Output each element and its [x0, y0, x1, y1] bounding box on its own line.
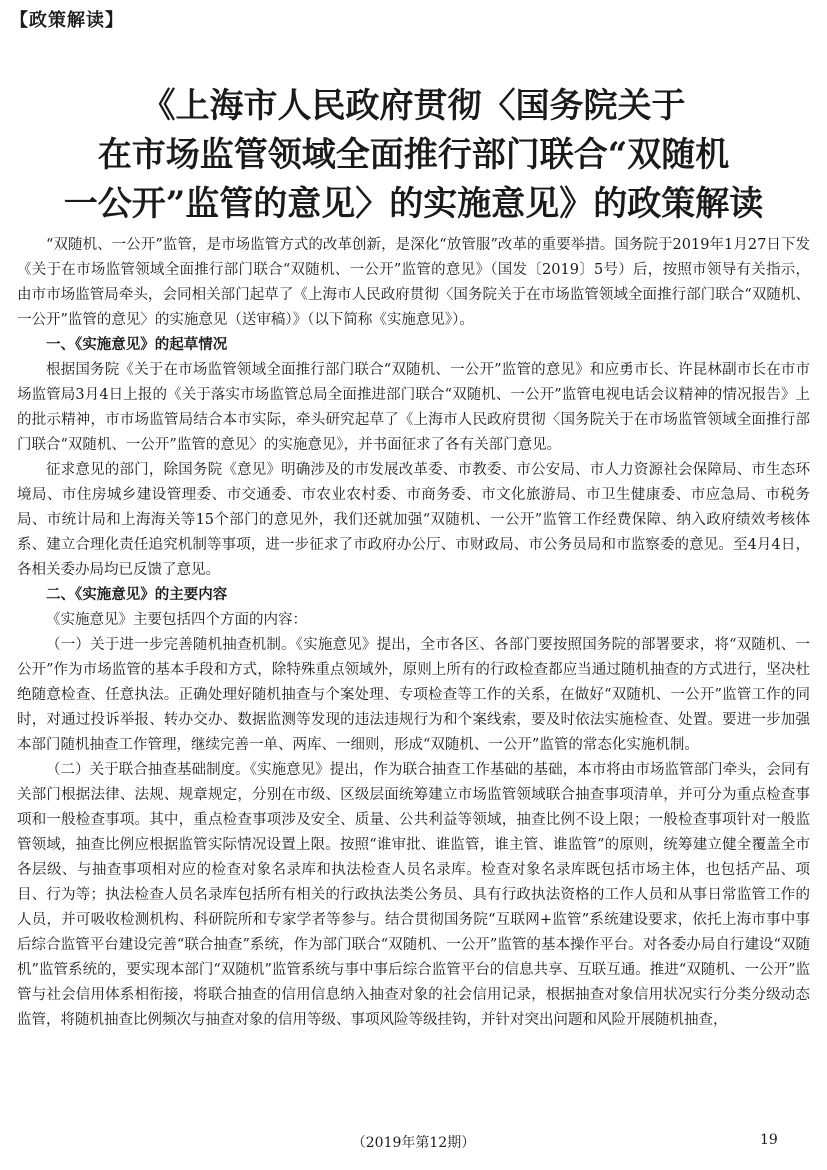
- title-line: 一公开”监管的意见〉的实施意见》的政策解读: [63, 184, 764, 224]
- article-title: [30, 82, 797, 229]
- intro-paragraph: “双随机、一公开”监管，是市场监管方式的改革创新，是深化“放管服”改革的重要举措。国务院于2019年1月27日下发《关于在市场监管领域全面推行部门联合“双随机、一公开”监管的意见》（国发〔2019〕5号）后，按照市领导有关指示，由市市场监管局牵头，会同相关部门起草了《上海市人民政府贯彻〈国务院关于在市场监管领域全面推行部门联合“双随机、一公开”监管的意见〉的实施意见（送审稿）》（以下简称《实施意见》）。: [17, 237, 810, 328]
- section-heading-2: 二、《实施意见》的主要内容: [46, 587, 228, 603]
- title-line: 《上海市人民政府贯彻〈国务院关于: [141, 86, 686, 126]
- paragraph: （一）关于进一步完善随机抽查机制。《实施意见》提出，全市各区、各部门要按照国务院的部署要求，将“双随机、一公开”作为市场监管的基本手段和方式，除特殊重点领域外，原则上所有的行政检查都应当通过随机抽查的方式进行，坚决杜绝随意检查、任意执法。正确处理好随机抽查与个案处理、专项检查等工作的关系，在做好“双随机、一公开”监管工作的同时，对通过投诉举报、转办交办、数据监测等发现的违法违规行为和个案线索，要及时依法实施检查、处置。要进一步加强本部门随机抽查工作管理，继续完善一单、两库、一细则，形成“双随机、一公开”监管的常态化实施机制。: [17, 637, 810, 753]
- paragraph: （二）关于联合抽查基础制度。《实施意见》提出，作为联合抽查工作基础的基础，本市将由市场监管部门牵头，会同有关部门根据法律、法规、规章规定，分别在市级、区级层面统筹建立市场监管领域联合抽查事项清单，并可分为重点检查事项和一般检查事项。其中，重点检查事项涉及安全、质量、公共利益等领域，抽查比例不设上限；一般检查事项针对一般监管领域，抽查比例应根据监管实际情况设置上限。按照“谁审批、谁监管，谁主管、谁监管”的原则，统筹建立健全覆盖全市各层级、与抽查事项相对应的检查对象名录库和执法检查人员名录库。检查对象名录库既包括市场主体，也包括产品、项目、行为等；执法检查人员名录库包括所有相关的行政执法类公务员、具有行政执法资格的工作人员和从事日常监管工作的人员，并可吸收检测机构、科研院所和专家学者等参与。结合贯彻国务院“互联网+监管”系统建设要求，依托上海市事中事后综合监管平台建设完善“联合抽查”系统，作为部门联合“双随机、一公开”监管的基本操作平台。对各委办局自行建设“双随机”监管系统的，要实现本部门“双随机”监管系统与事中事后综合监管平台的信息共享、互联互通。推进“双随机、一公开”监管与社会信用体系相衔接，将联合抽查的信用信息纳入抽查对象的社会信用记录，根据抽查对象信用状况实行分类分级动态监管，将随机抽查比例频次与抽查对象的信用等级、事项风险等级挂钩，并针对突出问题和风险开展随机抽查，: [17, 762, 810, 1028]
- section-heading-1: 一、《实施意见》的起草情况: [46, 337, 228, 353]
- issue-label: （2019年第12期）: [351, 1135, 476, 1151]
- paragraph: 根据国务院《关于在市场监管领域全面推行部门联合“双随机、一公开”监管的意见》和应勇市长、许昆林副市长在市市场监管局3月4日上报的《关于落实市场监管总局全面推进部门联合“双随机、一公开”监管电视电话会议精神的情况报告》上的批示精神，市市场监管局结合本市实际，牵头研究起草了《上海市人民政府贯彻〈国务院关于在市场监管领域全面推行部门联合“双随机、一公开”监管的意见〉的实施意见》，并书面征求了各有关部门意见。: [17, 362, 810, 453]
- section-tag: 【政策解读】: [10, 10, 124, 31]
- paragraph: 《实施意见》主要包括四个方面的内容：: [46, 612, 307, 628]
- article-body: [17, 233, 810, 1033]
- page-number: 19: [760, 1132, 778, 1148]
- paragraph: 征求意见的部门，除国务院《意见》明确涉及的市发展改革委、市教委、市公安局、市人力资源社会保障局、市生态环境局、市住房城乡建设管理委、市交通委、市农业农村委、市商务委、市文化旅游局、市卫生健康委、市应急局、市税务局、市统计局和上海海关等15个部门的意见外，我们还就加强“双随机、一公开”监管工作经费保障、纳入政府绩效考核体系、建立合理化责任追究机制等事项，进一步征求了市政府办公厅、市财政局、市公务员局和市监察委的意见。至4月4日，各相关委办局均已反馈了意见。: [17, 462, 810, 578]
- title-line: 在市场监管领域全面推行部门联合“双随机: [97, 135, 730, 175]
